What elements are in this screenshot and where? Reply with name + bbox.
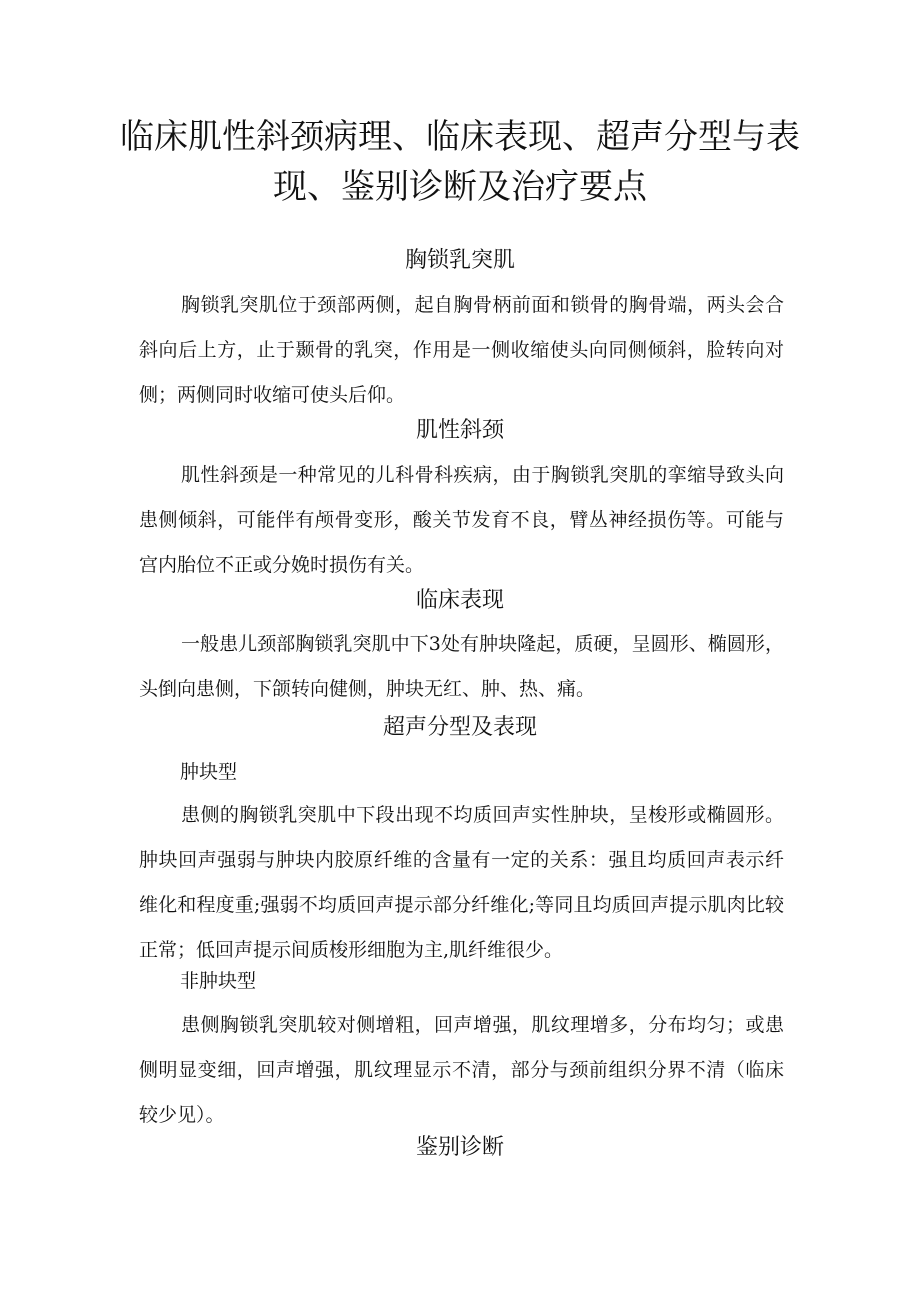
- section-body-scm: 胸锁乳突肌位于颈部两侧，起自胸骨柄前面和锁骨的胸骨端，两头会合斜向后上方，止于颞骨的乳突，作用是一侧收缩使头向同侧倾斜，脸转向对侧；两侧同时收缩可使头后仰。: [139, 294, 784, 406]
- section-body-torticollis: 肌性斜颈是一种常见的儿科骨科疾病，由于胸锁乳突肌的挛缩导致头向患侧倾斜，可能伴有颅骨变形，酸关节发育不良，臂丛神经损伤等。可能与宫内胎位不正或分娩时损伤有关。: [139, 464, 784, 576]
- subheading-mass-type: 肿块型: [180, 761, 238, 783]
- body-non-mass-type: 患侧胸锁乳突肌较对侧增粗，回声增强，肌纹理增多，分布均匀；或患侧明显变细，回声增强，肌纹理显示不清，部分与颈前组织分界不清（临床较少见）。: [139, 1014, 784, 1126]
- section-body-clinical: 一般患儿颈部胸锁乳突肌中下3处有肿块隆起，质硬，呈圆形、椭圆形，头倒向患侧，下颌转向健侧，肿块无红、肿、热、痛。: [139, 633, 784, 700]
- section-heading-ultrasound: 超声分型及表现: [382, 715, 537, 740]
- document-title: 临床肌性斜颈病理、临床表现、超声分型与表现、鉴别诊断及治疗要点: [120, 117, 800, 207]
- section-heading-torticollis: 肌性斜颈: [415, 418, 504, 443]
- section-heading-clinical: 临床表现: [415, 588, 504, 613]
- section-heading-scm: 胸锁乳突肌: [404, 248, 515, 273]
- subheading-non-mass-type: 非肿块型: [180, 970, 257, 992]
- body-mass-type: 患侧的胸锁乳突肌中下段出现不均质回声实性肿块，呈梭形或椭圆形。肿块回声强弱与肿块内胶原纤维的含量有一定的关系：强且均质回声表示纤维化和程度重;强弱不均质回声提示部分纤维化;等同且均质回声提示肌肉比较正常；低回声提示间质梭形细胞为主,肌纤维很少。: [139, 804, 784, 961]
- section-heading-differential: 鉴别诊断: [415, 1135, 504, 1160]
